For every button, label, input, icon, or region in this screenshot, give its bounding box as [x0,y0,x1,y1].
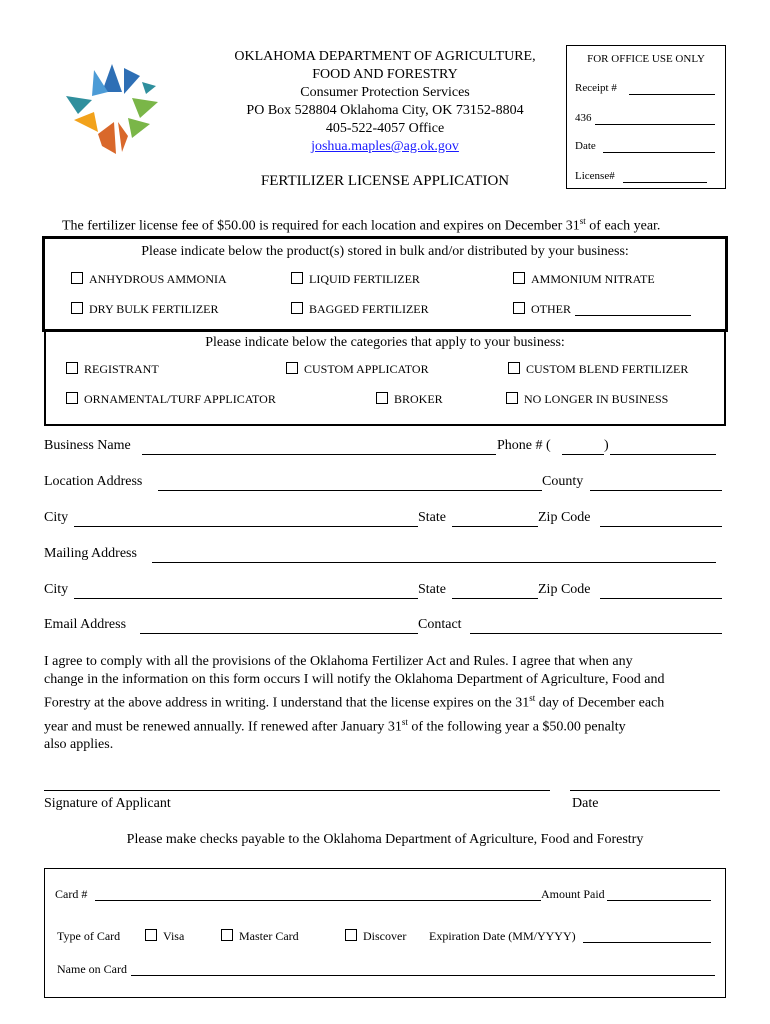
checkbox[interactable] [71,272,83,284]
mailing-state-field[interactable] [452,598,538,599]
mailing-address-label: Mailing Address [44,546,137,561]
phone-number-field[interactable] [610,454,716,455]
email-address-field[interactable] [140,633,418,634]
office-use-title: FOR OFFICE USE ONLY [587,53,705,65]
odaff-star-logo [62,62,162,158]
category-no-longer-in-business[interactable]: NO LONGER IN BUSINESS [506,392,668,407]
type-of-card-label: Type of Card [57,929,121,943]
product-other-line[interactable] [575,315,691,316]
checkbox[interactable] [71,302,83,314]
signature-date-label: Date [572,796,599,811]
card-type-mastercard[interactable]: Master Card [221,929,299,944]
business-name-field[interactable] [142,454,496,455]
agency-name-line2: FOOD AND FORESTRY [312,67,458,82]
card-number-label: Card # [55,887,88,901]
state-label: State [418,510,446,525]
expiration-date-label: Expiration Date (MM/YYYY) [429,929,576,943]
contact-email-link[interactable]: joshua.maples@ag.ok.gov [311,139,459,154]
code-line[interactable] [595,124,715,125]
category-registrant[interactable]: REGISTRANT [66,362,159,377]
location-address-label: Location Address [44,474,143,489]
checkbox[interactable] [66,392,78,404]
checkbox[interactable] [291,272,303,284]
signature-date-line[interactable] [570,790,720,791]
location-address-field[interactable] [158,490,542,491]
mailing-address-field[interactable] [152,562,716,563]
amount-paid-field[interactable] [607,900,711,901]
product-other[interactable]: OTHER [513,302,571,317]
checkbox[interactable] [66,362,78,374]
signature-label: Signature of Applicant [44,796,171,811]
phone-paren: ) [604,438,609,453]
product-dry-bulk-fertilizer[interactable]: DRY BULK FERTILIZER [71,302,219,317]
mailing-city-label: City [44,582,69,597]
email-address-label: Email Address [44,617,127,632]
county-label: County [542,474,584,489]
card-type-visa[interactable]: Visa [145,929,184,944]
mailing-zip-label: Zip Code [538,582,591,597]
city-label: City [44,510,69,525]
card-number-field[interactable] [95,900,541,901]
payment-box [44,868,726,998]
phone-area-code-field[interactable] [562,454,604,455]
contact-field[interactable] [470,633,722,634]
contact-label: Contact [418,617,462,632]
categories-prompt: Please indicate below the categories that apply to your business: [205,335,565,350]
product-anhydrous-ammonia[interactable]: ANHYDROUS AMMONIA [71,272,227,287]
office-code: 436 [575,112,592,124]
agency-phone: 405-522-4057 Office [325,121,445,136]
checkbox[interactable] [513,302,525,314]
category-broker[interactable]: BROKER [376,392,443,407]
office-use-box [566,45,726,189]
category-custom-blend[interactable]: CUSTOM BLEND FERTILIZER [508,362,688,377]
checkbox[interactable] [286,362,298,374]
category-ornamental-turf[interactable]: ORNAMENTAL/TURF APPLICATOR [66,392,276,407]
checkbox[interactable] [345,929,357,941]
county-field[interactable] [590,490,722,491]
amount-paid-label: Amount Paid [541,887,605,901]
product-liquid-fertilizer[interactable]: LIQUID FERTILIZER [291,272,420,287]
checks-payable-note: Please make checks payable to the Oklahoma Department of Agriculture, Food and Forestry [126,832,644,847]
name-on-card-field[interactable] [131,975,715,976]
products-prompt: Please indicate below the product(s) stored in bulk and/or distributed by your business: [141,244,629,259]
zip-label: Zip Code [538,510,591,525]
license-line[interactable] [623,182,707,183]
category-custom-applicator[interactable]: CUSTOM APPLICATOR [286,362,429,377]
state-field[interactable] [452,526,538,527]
expiration-date-field[interactable] [583,942,711,943]
checkbox[interactable] [145,929,157,941]
city-field[interactable] [74,526,418,527]
product-bagged-fertilizer[interactable]: BAGGED FERTILIZER [291,302,429,317]
mailing-state-label: State [418,582,446,597]
business-name-label: Business Name [44,438,131,453]
signature-line[interactable] [44,790,550,791]
receipt-line[interactable] [629,94,715,95]
fee-notice: The fertilizer license fee of $50.00 is required for each location and expires on December 31st of each year. [62,216,661,234]
agency-address: PO Box 528804 Oklahoma City, OK 73152-8804 [246,103,524,118]
license-label: License# [575,170,615,182]
categories-box [44,330,726,426]
mailing-zip-field[interactable] [600,598,722,599]
checkbox[interactable] [506,392,518,404]
agreement-paragraph: I agree to comply with all the provisions of the Oklahoma Fertilizer Act and Rules. I agree that when any change in the information on this form occurs I will notify the Oklahoma Department of Agriculture, Food and Forestry at the above address in writing. I understand that the license expires on the 31st day of December each year and must be renewed annually. If renewed after January 31st of the following year a $50.00 penalty also applies. [44,654,665,753]
receipt-label: Receipt # [575,82,617,94]
office-date-line[interactable] [603,152,715,153]
mailing-city-field[interactable] [74,598,418,599]
zip-field[interactable] [600,526,722,527]
agency-division: Consumer Protection Services [300,85,470,100]
card-type-discover[interactable]: Discover [345,929,406,944]
agency-name-line1: OKLAHOMA DEPARTMENT OF AGRICULTURE, [234,49,536,64]
checkbox[interactable] [508,362,520,374]
product-ammonium-nitrate[interactable]: AMMONIUM NITRATE [513,272,655,287]
checkbox[interactable] [291,302,303,314]
office-date-label: Date [575,140,596,152]
phone-label: Phone # ( [497,438,551,453]
checkbox[interactable] [376,392,388,404]
products-box [42,236,728,332]
form-title: FERTILIZER LICENSE APPLICATION [260,173,510,189]
name-on-card-label: Name on Card [57,962,127,976]
checkbox[interactable] [221,929,233,941]
checkbox[interactable] [513,272,525,284]
